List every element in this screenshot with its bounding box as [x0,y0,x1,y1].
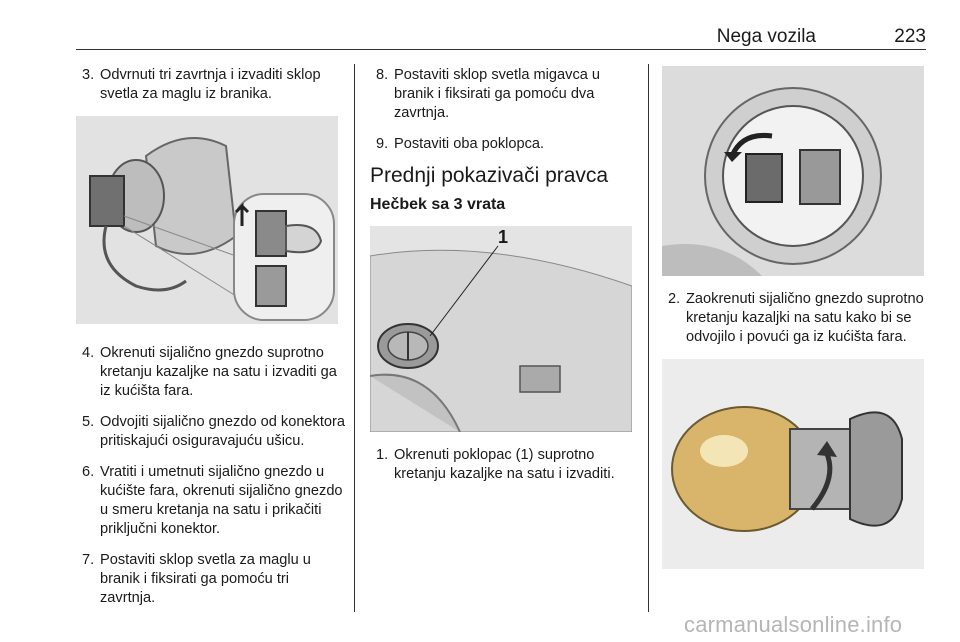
fog-light-bulb-figure [76,116,338,324]
column-1 [76,66,348,620]
step-3: 3. Odvrnuti tri zavrtnja i izvaditi sklop svetla za maglu iz branika. [82,67,321,102]
page-number: 223 [894,26,926,47]
step-9: 9. Postaviti oba poklopca. [376,136,545,152]
section-title: Nega vozila [716,26,816,47]
bulb-removal-figure [662,359,924,569]
step-2: 2. Zaokrenuti sijalično gnezdo suprotno kretanju kazaljki na satu kako bi se odvojilo i povući ga iz kućišta fara. [668,291,924,345]
subsection-heading: Hečbek sa 3 vrata [370,196,506,213]
step-8: 8. Postaviti sklop svetla migavca u branik i fiksirati ga pomoću dva zavrtnja. [376,67,601,121]
bulb-socket-figure [662,66,924,276]
callout-label: 1 [498,227,509,247]
column-3 [662,66,926,569]
section-heading: Prednji pokazivači pravca [370,164,609,187]
page-header [76,24,926,48]
column-divider-1 [354,64,355,612]
step-6: 6. Vratiti i umetnuti sijalično gnezdo u kućište fara, okrenuti sijalično gnezdo u smeru kretanja na satu i prikačiti priključni konektor. [82,464,343,537]
step-5: 5. Odvojiti sijalično gnezdo od konektora pritiskajući osiguravajuću ušicu. [82,414,345,449]
step-1: 1. Okrenuti poklopac (1) suprotno kretanju kazaljke na satu i izvaditi. [376,447,615,482]
column-2 [370,66,638,496]
step-7: 7. Postaviti sklop svetla za maglu u branik i fiksirati ga pomoću tri zavrtnja. [82,552,311,606]
header-rule [76,49,926,50]
step-4: 4. Okrenuti sijalično gnezdo suprotno kretanju kazaljke na satu i izvaditi ga iz kućišta fara. [82,345,337,399]
headlight-cover-figure [370,226,632,432]
column-divider-2 [648,64,649,612]
watermark: carmanualsonline.info [684,612,903,637]
